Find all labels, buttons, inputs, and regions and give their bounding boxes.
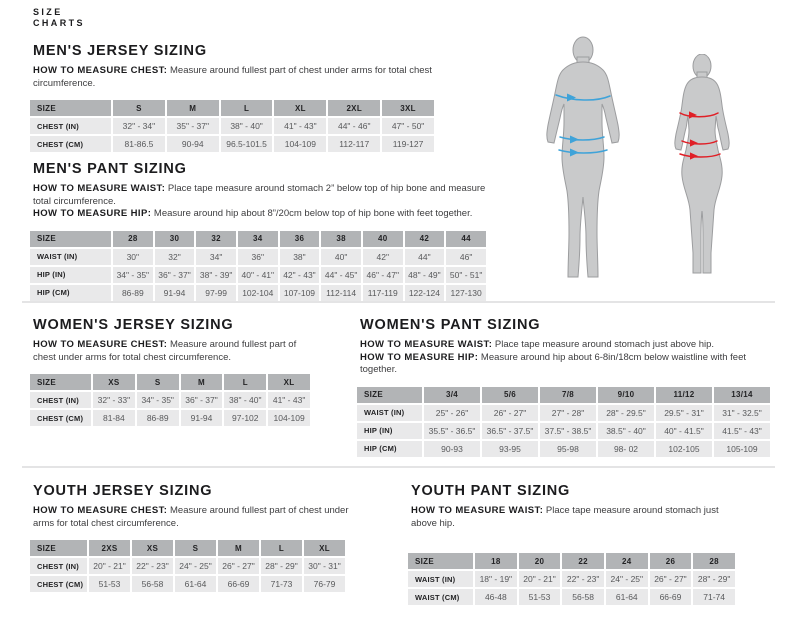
size-column-header: L xyxy=(221,100,273,116)
howto-label: HOW TO MEASURE CHEST: xyxy=(33,339,168,350)
size-cell: 51-53 xyxy=(519,589,561,605)
table-row xyxy=(357,423,770,439)
table-row xyxy=(30,136,434,152)
size-column-header: 36 xyxy=(280,231,320,247)
howto-text: Measure around fullest part of chest under arms for total chest circumference. xyxy=(33,339,297,363)
womens-pant-table xyxy=(355,385,772,459)
size-cell: 30" xyxy=(113,249,153,265)
table-row xyxy=(30,392,310,408)
size-cell: 38" - 40" xyxy=(221,118,273,134)
size-column-header: 32 xyxy=(196,231,236,247)
size-column-header: S xyxy=(137,374,179,390)
table-row xyxy=(30,410,310,426)
size-column-label: SIZE xyxy=(30,540,87,556)
howto-text: Measure around hip about 6-8in/18cm below waistline with feet together. xyxy=(360,351,747,375)
size-cell: 35" - 37" xyxy=(167,118,219,134)
howto-label: HOW TO MEASURE CHEST: xyxy=(33,65,168,76)
row-label: HIP (CM) xyxy=(357,441,422,457)
size-cell: 86-89 xyxy=(113,285,153,301)
size-column-header: 9/10 xyxy=(598,387,654,403)
size-cell: 91-94 xyxy=(155,285,195,301)
size-column-header: 22 xyxy=(562,553,604,569)
howto-text: Place tape measure around stomach 2” below top of hip bone and measure total circumference. xyxy=(33,183,486,207)
size-cell: 22" - 23" xyxy=(562,571,604,587)
table-row xyxy=(30,267,486,283)
size-column-header: 28 xyxy=(693,553,735,569)
size-cell: 27" - 28" xyxy=(540,405,596,421)
size-column-header: S xyxy=(113,100,165,116)
size-cell: 61-64 xyxy=(606,589,648,605)
youth-pant-table xyxy=(406,551,737,607)
size-cell: 36" - 37" xyxy=(181,392,223,408)
size-column-label: SIZE xyxy=(357,387,422,403)
womens-jersey-howto xyxy=(33,339,320,364)
table-row xyxy=(357,441,770,457)
size-cell: 44" - 45" xyxy=(321,267,361,283)
size-cell: 104-109 xyxy=(274,136,326,152)
size-cell: 40" - 41.5" xyxy=(656,423,712,439)
size-cell: 46" xyxy=(446,249,486,265)
size-cell: 97-99 xyxy=(196,285,236,301)
size-cell: 38" - 39" xyxy=(196,267,236,283)
size-cell: 36" xyxy=(238,249,278,265)
row-label: HIP (IN) xyxy=(357,423,422,439)
size-cell: 38" xyxy=(280,249,320,265)
size-cell: 34" xyxy=(196,249,236,265)
size-cell: 31" - 32.5" xyxy=(714,405,770,421)
table-header-row xyxy=(30,100,434,116)
size-cell: 22" - 23" xyxy=(132,558,173,574)
size-cell: 81-84 xyxy=(93,410,135,426)
size-cell: 102-105 xyxy=(656,441,712,457)
row-label: WAIST (IN) xyxy=(408,571,473,587)
size-cell: 56-58 xyxy=(132,576,173,592)
size-cell: 86-89 xyxy=(137,410,179,426)
section-youth-jersey xyxy=(28,483,360,594)
size-cell: 26" - 27" xyxy=(482,405,538,421)
size-column-header: 18 xyxy=(475,553,517,569)
size-column-header: M xyxy=(181,374,223,390)
size-cell: 119-127 xyxy=(382,136,434,152)
size-column-header: 20 xyxy=(519,553,561,569)
size-cell: 71-74 xyxy=(693,589,735,605)
section-mens-pant xyxy=(28,161,496,303)
page-title-line2: CHARTS xyxy=(33,18,85,28)
size-cell: 91-94 xyxy=(181,410,223,426)
row-label: HIP (CM) xyxy=(30,285,111,301)
size-cell: 30" - 31" xyxy=(304,558,345,574)
womens-jersey-table xyxy=(28,372,312,428)
size-cell: 96.5-101.5 xyxy=(221,136,273,152)
size-cell: 26" - 27" xyxy=(218,558,259,574)
size-cell: 28" - 29" xyxy=(261,558,302,574)
row-label: WAIST (IN) xyxy=(357,405,422,421)
size-column-label: SIZE xyxy=(30,100,111,116)
size-cell: 50" - 51" xyxy=(446,267,486,283)
size-cell: 46-48 xyxy=(475,589,517,605)
howto-text: Measure around hip about 8”/20cm below top of hip bone with feet together. xyxy=(153,208,473,219)
size-cell: 32" - 34" xyxy=(113,118,165,134)
youth-pant-howto xyxy=(411,505,742,530)
section-youth-pant xyxy=(406,483,742,607)
size-cell: 32" xyxy=(155,249,195,265)
female-body-silhouette-icon xyxy=(665,54,739,284)
section-divider xyxy=(22,301,775,303)
size-cell: 105-109 xyxy=(714,441,770,457)
size-column-header: 3XL xyxy=(382,100,434,116)
size-cell: 112-114 xyxy=(321,285,361,301)
size-cell: 76-79 xyxy=(304,576,345,592)
table-header-row xyxy=(30,231,486,247)
table-row xyxy=(30,576,345,592)
page-title-line1: SIZE xyxy=(33,7,63,17)
size-column-header: L xyxy=(224,374,266,390)
size-cell: 107-109 xyxy=(280,285,320,301)
size-cell: 20" - 21" xyxy=(89,558,130,574)
row-label: CHEST (CM) xyxy=(30,576,87,592)
table-row xyxy=(30,558,345,574)
size-column-header: 13/14 xyxy=(714,387,770,403)
size-cell: 102-104 xyxy=(238,285,278,301)
page-title xyxy=(33,7,85,29)
row-label: CHEST (IN) xyxy=(30,558,87,574)
size-column-header: 26 xyxy=(650,553,692,569)
howto-label: HOW TO MEASURE HIP: xyxy=(33,208,152,219)
size-cell: 34" - 35" xyxy=(137,392,179,408)
size-cell: 36" - 37" xyxy=(155,267,195,283)
size-column-header: 38 xyxy=(321,231,361,247)
row-label: CHEST (IN) xyxy=(30,118,111,134)
size-cell: 97-102 xyxy=(224,410,266,426)
size-cell: 34" - 35" xyxy=(113,267,153,283)
size-column-header: 34 xyxy=(238,231,278,247)
size-cell: 41.5" - 43" xyxy=(714,423,770,439)
table-row xyxy=(408,571,735,587)
size-cell: 71-73 xyxy=(261,576,302,592)
howto-text: Measure around fullest part of chest under arms for total chest circumference. xyxy=(33,505,349,529)
youth-jersey-heading: YOUTH JERSEY SIZING xyxy=(33,483,213,499)
size-column-header: 2XS xyxy=(89,540,130,556)
size-cell: 28" - 29" xyxy=(693,571,735,587)
size-cell: 44" xyxy=(405,249,445,265)
section-divider xyxy=(22,466,775,468)
section-womens-jersey xyxy=(28,317,320,428)
howto-label: HOW TO MEASURE HIP: xyxy=(360,351,479,363)
size-cell: 38" - 40" xyxy=(224,392,266,408)
womens-pant-howto-waist xyxy=(360,339,777,352)
size-cell: 40" - 41" xyxy=(238,267,278,283)
size-column-header: 5/6 xyxy=(482,387,538,403)
size-cell: 66-69 xyxy=(650,589,692,605)
size-cell: 117-119 xyxy=(363,285,403,301)
size-column-header: XS xyxy=(132,540,173,556)
table-row xyxy=(30,285,486,301)
size-cell: 24" - 25" xyxy=(175,558,216,574)
row-label: CHEST (CM) xyxy=(30,410,91,426)
size-cell: 38.5" - 40" xyxy=(598,423,654,439)
mens-pant-howto-hip xyxy=(33,208,496,221)
size-column-header: S xyxy=(175,540,216,556)
howto-text: Measure around fullest part of chest under arms for total chest circumference. xyxy=(33,65,432,89)
howto-label: HOW TO MEASURE WAIST: xyxy=(33,183,166,194)
row-label: HIP (IN) xyxy=(30,267,111,283)
size-cell: 40" xyxy=(321,249,361,265)
youth-pant-heading: YOUTH PANT SIZING xyxy=(411,483,571,499)
size-column-label: SIZE xyxy=(30,374,91,390)
size-cell: 56-58 xyxy=(562,589,604,605)
size-cell: 93-95 xyxy=(482,441,538,457)
size-column-header: M xyxy=(218,540,259,556)
table-row xyxy=(408,589,735,605)
size-cell: 41" - 43" xyxy=(268,392,310,408)
size-column-header: 2XL xyxy=(328,100,380,116)
size-cell: 51-53 xyxy=(89,576,130,592)
row-label: CHEST (CM) xyxy=(30,136,111,152)
row-label: WAIST (CM) xyxy=(408,589,473,605)
size-cell: 47" - 50" xyxy=(382,118,434,134)
size-cell: 81-86.5 xyxy=(113,136,165,152)
womens-pant-heading: WOMEN'S PANT SIZING xyxy=(360,317,541,333)
size-cell: 20" - 21" xyxy=(519,571,561,587)
size-column-label: SIZE xyxy=(30,231,111,247)
size-column-header: 24 xyxy=(606,553,648,569)
table-row xyxy=(30,249,486,265)
size-column-header: XS xyxy=(93,374,135,390)
mens-jersey-heading: MEN'S JERSEY SIZING xyxy=(33,43,207,59)
size-cell: 35.5" - 36.5" xyxy=(424,423,480,439)
howto-label: HOW TO MEASURE CHEST: xyxy=(33,505,168,516)
size-cell: 44" - 46" xyxy=(328,118,380,134)
size-cell: 28" - 29.5" xyxy=(598,405,654,421)
howto-text: Place tape measure around stomach just above hip. xyxy=(494,339,715,350)
table-header-row xyxy=(408,553,735,569)
table-header-row xyxy=(30,374,310,390)
table-row xyxy=(357,405,770,421)
howto-label: HOW TO MEASURE WAIST: xyxy=(411,505,544,516)
youth-jersey-table xyxy=(28,538,347,594)
size-cell: 95-98 xyxy=(540,441,596,457)
mens-jersey-howto xyxy=(33,65,440,90)
male-body-silhouette-icon xyxy=(540,36,628,284)
size-cell: 46" - 47" xyxy=(363,267,403,283)
size-column-label: SIZE xyxy=(408,553,473,569)
size-cell: 61-64 xyxy=(175,576,216,592)
table-header-row xyxy=(357,387,770,403)
table-header-row xyxy=(30,540,345,556)
size-cell: 66-69 xyxy=(218,576,259,592)
size-cell: 90-93 xyxy=(424,441,480,457)
mens-jersey-table xyxy=(28,98,436,154)
size-column-header: 30 xyxy=(155,231,195,247)
size-cell: 90-94 xyxy=(167,136,219,152)
size-cell: 24" - 25" xyxy=(606,571,648,587)
youth-jersey-howto xyxy=(33,505,360,530)
size-column-header: 7/8 xyxy=(540,387,596,403)
mens-pant-howto-waist xyxy=(33,183,496,208)
size-cell: 112-117 xyxy=(328,136,380,152)
size-column-header: 28 xyxy=(113,231,153,247)
size-column-header: XL xyxy=(274,100,326,116)
size-cell: 25" - 26" xyxy=(424,405,480,421)
size-column-header: M xyxy=(167,100,219,116)
size-column-header: XL xyxy=(304,540,345,556)
size-column-header: 40 xyxy=(363,231,403,247)
size-column-header: XL xyxy=(268,374,310,390)
size-cell: 26" - 27" xyxy=(650,571,692,587)
howto-text: Place tape measure around stomach just above hip. xyxy=(411,505,719,529)
section-womens-pant xyxy=(355,317,777,459)
size-cell: 36.5" - 37.5" xyxy=(482,423,538,439)
size-column-header: 42 xyxy=(405,231,445,247)
howto-label: HOW TO MEASURE WAIST: xyxy=(360,339,493,350)
size-column-header: L xyxy=(261,540,302,556)
size-column-header: 44 xyxy=(446,231,486,247)
size-column-header: 11/12 xyxy=(656,387,712,403)
size-cell: 42" xyxy=(363,249,403,265)
row-label: CHEST (IN) xyxy=(30,392,91,408)
size-cell: 18" - 19" xyxy=(475,571,517,587)
size-cell: 41" - 43" xyxy=(274,118,326,134)
size-cell: 37.5" - 38.5" xyxy=(540,423,596,439)
size-cell: 104-109 xyxy=(268,410,310,426)
size-cell: 29.5" - 31" xyxy=(656,405,712,421)
womens-jersey-heading: WOMEN'S JERSEY SIZING xyxy=(33,317,234,333)
size-cell: 127-130 xyxy=(446,285,486,301)
size-cell: 48" - 49" xyxy=(405,267,445,283)
mens-pant-heading: MEN'S PANT SIZING xyxy=(33,161,187,177)
section-mens-jersey xyxy=(28,43,440,154)
size-cell: 122-124 xyxy=(405,285,445,301)
womens-pant-howto-hip xyxy=(360,352,777,377)
size-cell: 32" - 33" xyxy=(93,392,135,408)
mens-pant-table xyxy=(28,229,488,303)
table-row xyxy=(30,118,434,134)
row-label: WAIST (IN) xyxy=(30,249,111,265)
size-cell: 42" - 43" xyxy=(280,267,320,283)
size-column-header: 3/4 xyxy=(424,387,480,403)
size-cell: 98- 02 xyxy=(598,441,654,457)
